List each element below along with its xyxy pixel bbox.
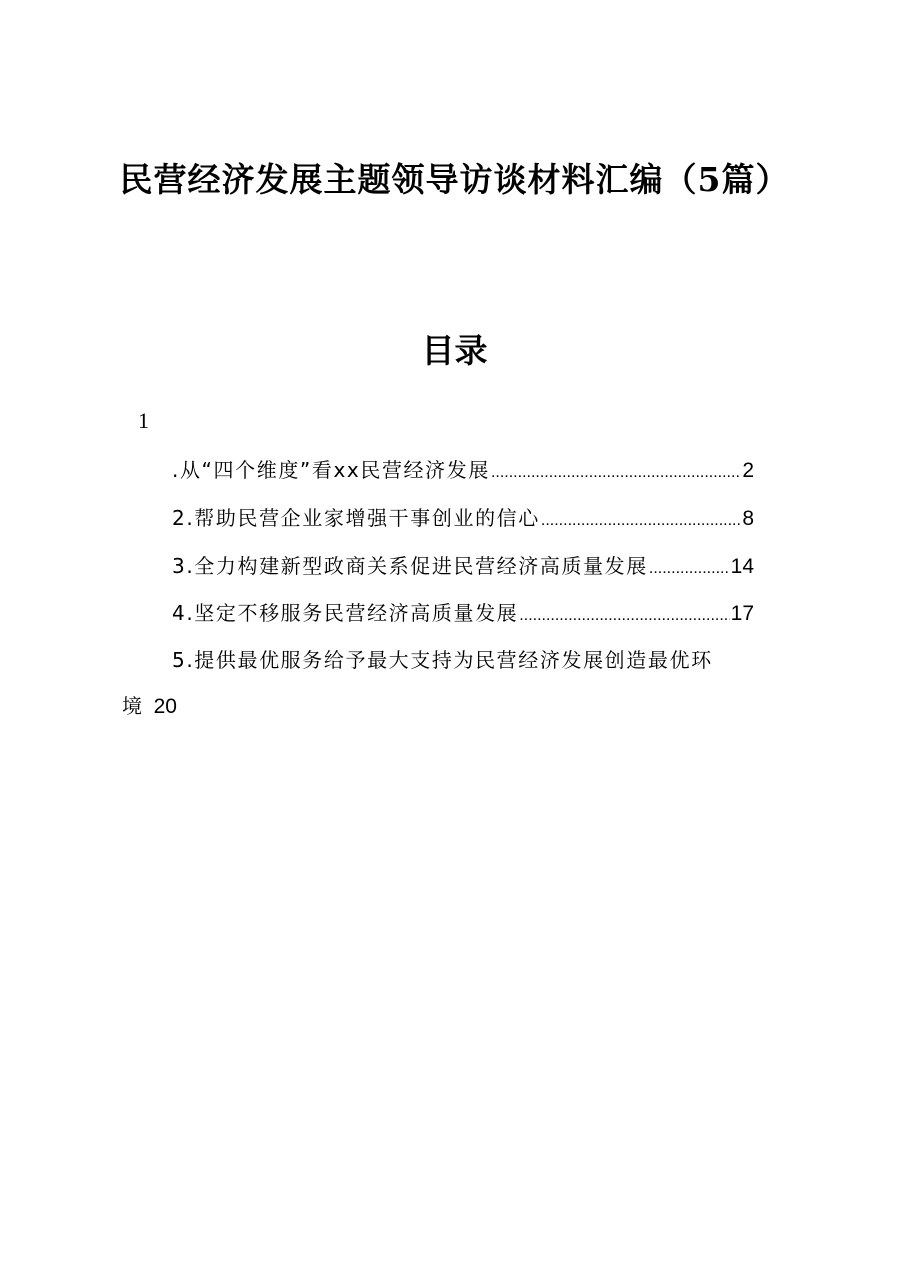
toc-entry-page: 14 [730,555,754,578]
toc-leader-dots [491,464,741,482]
toc-entry[interactable] [172,550,754,582]
toc-entry-title-line1: 5.提供最优服务给予最大支持为民营经济发展创造最优环 [172,648,713,672]
toc-entry-page: 8 [742,507,754,530]
toc-entry-page: 2 [742,459,754,482]
toc-leader-dots [649,560,730,578]
toc-entry[interactable] [172,597,754,629]
toc-leader-dots [541,512,741,530]
toc-entry-title: 4.坚定不移服务民营经济高质量发展 [172,601,519,625]
toc-entry-title: .从“四个维度”看xx民营经济发展 [172,458,490,482]
toc-entry-page: 20 [153,695,177,718]
toc-heading: 目录 [421,331,488,370]
document-title: 民营经济发展主题领导访谈材料汇编（5篇） [119,160,790,199]
toc-entry-page: 17 [730,602,754,625]
toc-entry-title-line2-wrap [122,683,812,730]
toc-entry-title-line2: 境 [122,694,144,718]
toc-entry[interactable] [122,637,812,730]
toc-leader-dots [519,607,729,625]
toc-page-label: 1 [138,408,149,433]
toc-entry[interactable] [172,454,754,486]
toc-entry-title: 2.帮助民营企业家增强干事创业的信心 [172,506,540,530]
toc-entry-title: 3.全力构建新型政商关系促进民营经济高质量发展 [172,554,648,578]
toc-entry[interactable] [172,502,754,534]
